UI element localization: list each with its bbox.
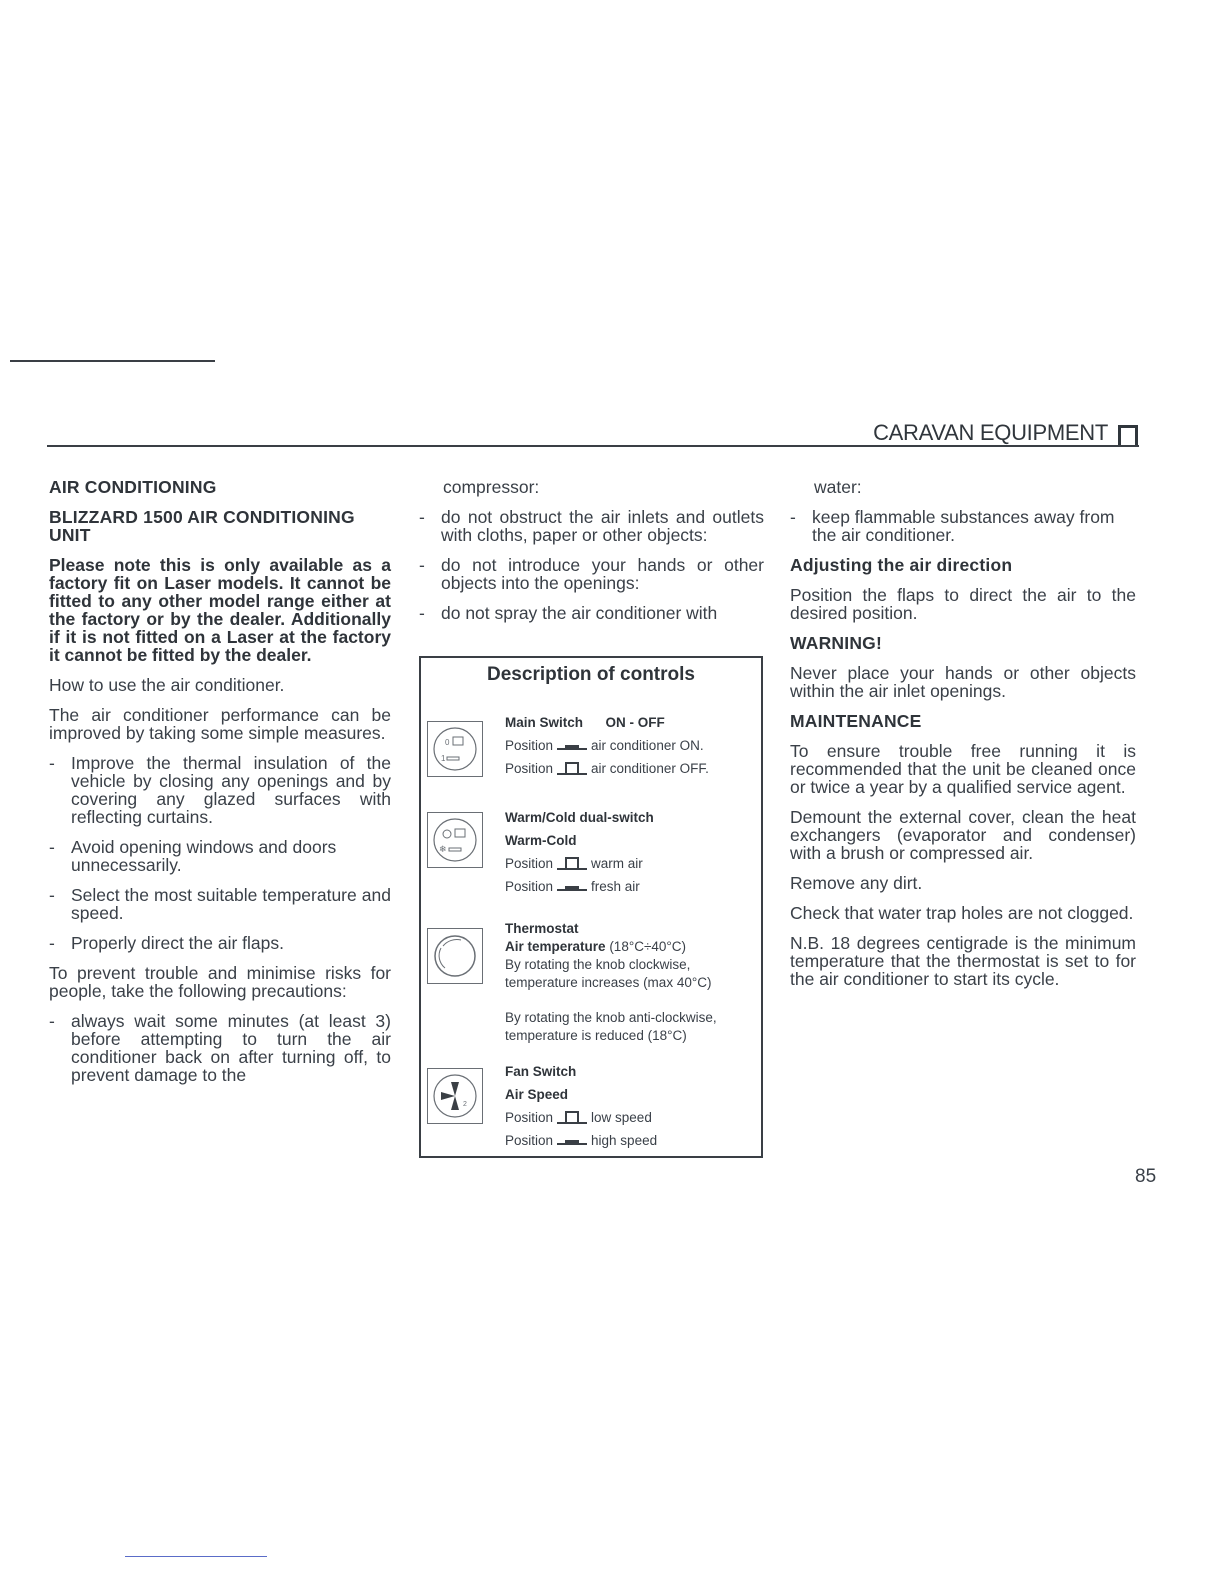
bottom-decorative-rule xyxy=(125,1556,267,1557)
air-speed-label: Air Speed xyxy=(505,1087,569,1102)
warm-description: warm air xyxy=(591,856,643,871)
high-speed-description: high speed xyxy=(591,1133,658,1148)
fan-switch-text xyxy=(505,1060,657,1152)
off-description: air conditioner OFF. xyxy=(591,761,709,776)
list-item: - do not introduce your hands or other objects into the openings: xyxy=(419,556,764,592)
main-switch-state: ON - OFF xyxy=(605,715,665,730)
position-label: Position xyxy=(505,1110,554,1125)
anticlockwise-line-2: temperature is reduced (18°C) xyxy=(505,1028,687,1043)
column-2 xyxy=(419,478,764,634)
list-item: - Avoid opening windows and doors unnecessarily. xyxy=(49,838,391,874)
air-temp-range: (18°C÷40°C) xyxy=(609,939,687,954)
maintenance-text-3: Remove any dirt. xyxy=(790,873,923,893)
fresh-description: fresh air xyxy=(591,879,640,894)
svg-text:0: 0 xyxy=(445,738,450,747)
header-title: CARAVAN EQUIPMENT xyxy=(873,420,1108,445)
svg-text:1: 1 xyxy=(441,754,446,763)
list-item: - keep flammable substances away from the air conditioner. xyxy=(790,508,1136,544)
list-item: - Properly direct the air flaps. xyxy=(49,934,391,952)
measures-list xyxy=(49,754,391,952)
column-3 xyxy=(790,478,1136,1000)
on-description: air conditioner ON. xyxy=(591,738,704,753)
thermostat-label: Thermostat xyxy=(505,921,579,936)
anticlockwise-line-1: By rotating the knob anti-clockwise, xyxy=(505,1010,717,1025)
warm-cold-switch-icon xyxy=(427,812,483,868)
maintenance-text-5: N.B. 18 degrees centigrade is the minimum temperature that the thermostat is set to for the air conditioner to start its cycle. xyxy=(790,933,1136,989)
header-square-icon xyxy=(1118,425,1138,445)
svg-text:2: 2 xyxy=(463,1101,467,1108)
low-speed-description: low speed xyxy=(591,1110,652,1125)
panel-title: Description of controls xyxy=(487,664,695,685)
switch-released-icon xyxy=(557,1111,587,1125)
fan-switch-label: Fan Switch xyxy=(505,1064,577,1079)
precautions-list-start xyxy=(49,1012,391,1084)
how-to-text: How to use the air conditioner. xyxy=(49,675,285,695)
thermostat-knob-icon xyxy=(427,928,483,984)
continued-text: water: xyxy=(814,477,862,497)
switch-pressed-icon xyxy=(557,882,587,892)
warning-text: Never place your hands or other objects within the air inlet openings. xyxy=(790,663,1136,701)
page-number: 85 xyxy=(1135,1166,1157,1187)
adjust-title: Adjusting the air direction xyxy=(790,555,1013,575)
maintenance-text-4: Check that water trap holes are not clogged. xyxy=(790,903,1134,923)
controls-panel xyxy=(419,656,763,1158)
main-switch-icon xyxy=(427,721,483,777)
precautions-intro: To prevent trouble and minimise risks for people, take the following precautions: xyxy=(49,963,391,1001)
top-decorative-rule xyxy=(10,360,215,362)
list-item: - do not obstruct the air inlets and outlets with cloths, paper or other objects: xyxy=(419,508,764,544)
position-label: Position xyxy=(505,879,554,894)
position-label: Position xyxy=(505,856,554,871)
list-item: - Select the most suitable temperature and speed. xyxy=(49,886,391,922)
list-item: - always wait some minutes (at least 3) before attempting to turn the air conditioner back on after turning off, to prevent damage to the xyxy=(49,1012,391,1084)
warm-cold-sub: Warm-Cold xyxy=(505,833,577,848)
unit-title: BLIZZARD 1500 AIR CONDITIONING UNIT xyxy=(49,507,355,545)
clockwise-line-2: temperature increases (max 40°C) xyxy=(505,975,712,990)
performance-text: The air conditioner performance can be improved by taking some simple measures. xyxy=(49,705,391,743)
section-title: AIR CONDITIONING xyxy=(49,477,217,497)
main-switch-label: Main Switch xyxy=(505,715,584,730)
header-rule xyxy=(47,445,1139,447)
column-1 xyxy=(49,478,391,1096)
availability-note: Please note this is only available as a factory fit on Laser models. It cannot be fitted to any other model range either at the factory or by the dealer. Additionally if it is not fitted on a Laser at the factory it cannot be fitted by the dealer. xyxy=(49,555,391,665)
clockwise-line-1: By rotating the knob clockwise, xyxy=(505,957,691,972)
precautions-list xyxy=(419,508,764,622)
svg-text:❄: ❄ xyxy=(439,845,447,855)
warning-title: WARNING! xyxy=(790,633,883,653)
page-header xyxy=(873,420,1138,446)
warm-cold-text xyxy=(505,806,654,898)
main-switch-text xyxy=(505,711,709,780)
position-label: Position xyxy=(505,761,554,776)
air-temp-label: Air temperature xyxy=(505,939,606,954)
switch-pressed-icon xyxy=(557,1136,587,1146)
maintenance-text-1: To ensure trouble free running it is recommended that the unit be cleaned once or twice a year by a qualified service agent. xyxy=(790,741,1136,797)
precautions-list-end xyxy=(790,508,1136,544)
maintenance-title: MAINTENANCE xyxy=(790,711,922,731)
fan-switch-icon xyxy=(427,1068,483,1124)
continued-text: compressor: xyxy=(443,477,540,497)
switch-released-icon xyxy=(557,857,587,871)
maintenance-text-2: Demount the external cover, clean the heat exchangers (evaporator and condenser) with a brush or compressed air. xyxy=(790,807,1136,863)
list-item: - Improve the thermal insulation of the vehicle by closing any openings and by covering any glazed surfaces with reflecting curtains. xyxy=(49,754,391,826)
position-label: Position xyxy=(505,738,554,753)
warm-cold-label: Warm/Cold dual-switch xyxy=(505,810,654,825)
list-item: - do not spray the air conditioner with xyxy=(419,604,764,622)
switch-pressed-icon xyxy=(557,741,587,751)
thermostat-text xyxy=(505,920,717,1045)
switch-released-icon xyxy=(557,762,587,776)
adjust-text: Position the flaps to direct the air to the desired position. xyxy=(790,585,1136,623)
position-label: Position xyxy=(505,1133,554,1148)
